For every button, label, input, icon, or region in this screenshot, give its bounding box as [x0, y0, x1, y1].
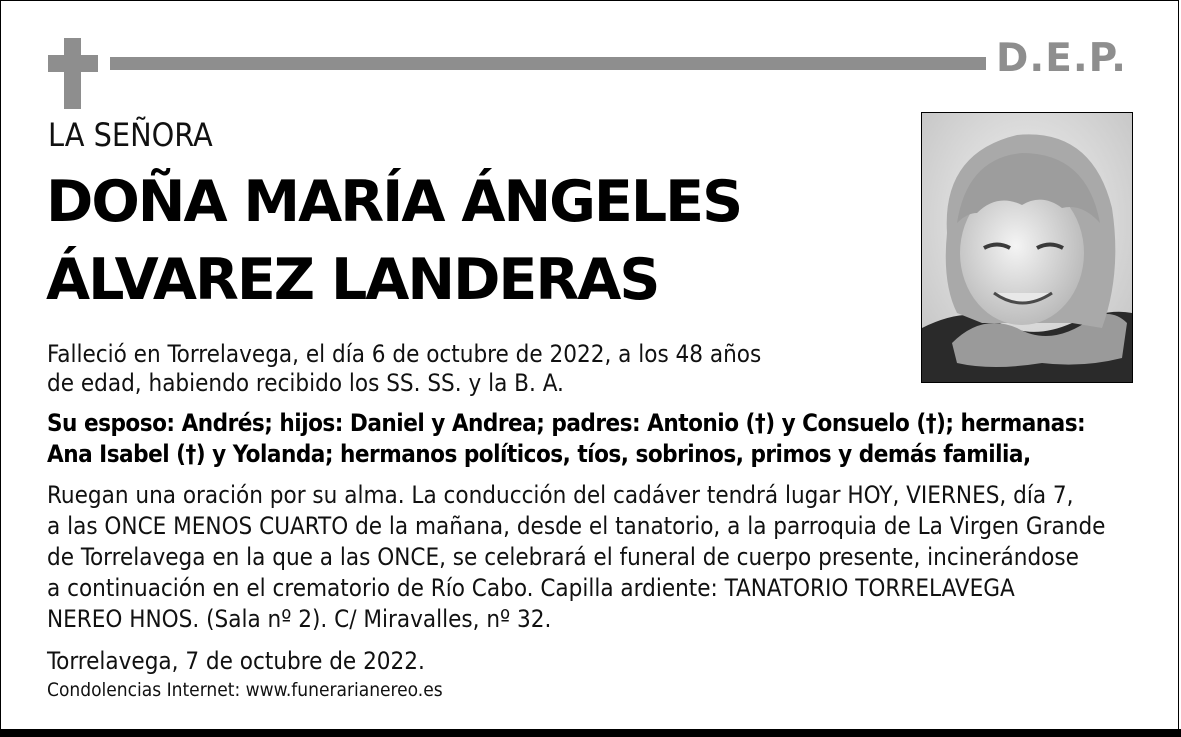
ceremony-line-4: a continuación en el crematorio de Río Cabo. Capilla ardiente: TANATORIO TORRELAVEGA [47, 574, 1015, 602]
header-rule [110, 57, 986, 70]
dep-label: D.E.P. [996, 36, 1127, 81]
place-date: Torrelavega, 7 de octubre de 2022. [47, 647, 425, 675]
cross-icon-arm [48, 55, 98, 72]
bottom-rule [0, 729, 1181, 737]
condolences-line: Condolencias Internet: www.funerarianereo.es [47, 679, 443, 701]
cross-icon [64, 38, 81, 109]
ceremony-line-1: Ruegan una oración por su alma. La conducción del cadáver tendrá lugar HOY, VIERNES, día 7, [47, 481, 1074, 509]
death-line-1: Falleció en Torrelavega, el día 6 de octubre de 2022, a los 48 años [47, 340, 762, 368]
portrait-image [922, 113, 1132, 382]
death-line-2: de edad, habiendo recibido los SS. SS. y la B. A. [47, 369, 564, 397]
family-line-1: Su esposo: Andrés; hijos: Daniel y Andrea; padres: Antonio (†) y Consuelo (†); hermanas: [47, 409, 1086, 437]
ceremony-line-2: a las ONCE MENOS CUARTO de la mañana, desde el tanatorio, a la parroquia de La Virgen Grande [47, 512, 1106, 540]
deceased-name-line2: ÁLVAREZ LANDERAS [46, 247, 659, 313]
family-line-2: Ana Isabel (†) y Yolanda; hermanos políticos, tíos, sobrinos, primos y demás familia, [47, 440, 1031, 468]
title-prefix: LA SEÑORA [48, 116, 213, 154]
deceased-name-line1: DOÑA MARÍA ÁNGELES [46, 169, 742, 235]
deceased-photo [921, 112, 1133, 383]
ceremony-line-3: de Torrelavega en la que a las ONCE, se celebrará el funeral de cuerpo presente, incinerándose [47, 543, 1079, 571]
ceremony-line-5: NEREO HNOS. (Sala nº 2). C/ Miravalles, nº 32. [47, 605, 552, 633]
